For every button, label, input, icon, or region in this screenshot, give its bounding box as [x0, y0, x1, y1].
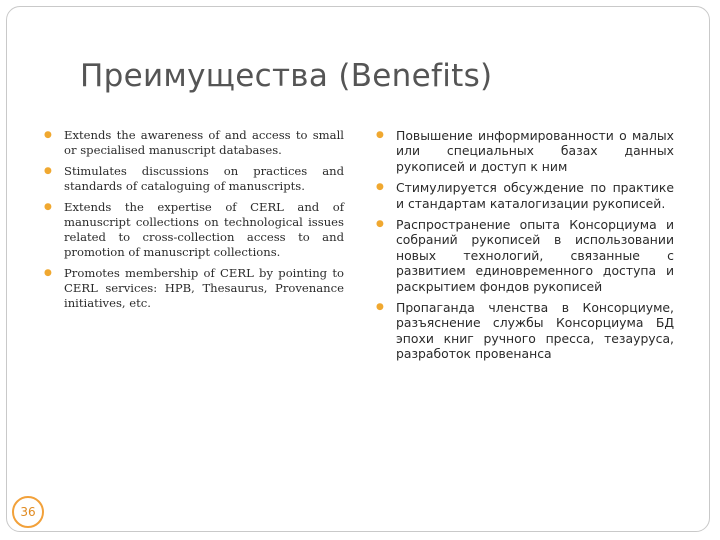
circle-bullet-icon: ●: [44, 202, 52, 212]
bullet-text: Повышение информированности о малых или специальных базах данных рукописей и доступ к ним: [396, 128, 674, 174]
bullet-text: Extends the awareness of and access to small or specialised manuscript databases.: [64, 128, 344, 157]
russian-bullet-list: [376, 128, 674, 368]
list-item: [44, 200, 344, 260]
circle-bullet-icon: ●: [376, 130, 384, 140]
circle-bullet-icon: ●: [376, 302, 384, 313]
bullet-text: Распространение опыта Консорциума и собраний рукописей в использовании новых технологий, связанные с развитием единовременного доступа и раскрытием фондов рукописей: [396, 217, 674, 294]
circle-bullet-icon: ●: [44, 166, 52, 176]
bullet-text: Стимулируется обсуждение по практике и стандартам каталогизации рукописей.: [396, 180, 674, 211]
bullet-text: Stimulates discussions on practices and standards of cataloguing of manuscripts.: [64, 164, 344, 193]
list-item: [376, 300, 674, 362]
list-item: [44, 164, 344, 194]
list-item: [44, 266, 344, 311]
slide-title: Преимущества (Benefits): [80, 58, 493, 94]
page-number-badge: 36: [12, 496, 44, 528]
list-item: [44, 128, 344, 158]
bullet-text: Extends the expertise of CERL and of manuscript collections on technological issues related to cross-collection access to and promotion of manuscript collections.: [64, 200, 344, 259]
circle-bullet-icon: ●: [376, 219, 384, 230]
list-item: [376, 128, 674, 174]
english-bullet-list: [44, 128, 344, 317]
list-item: [376, 180, 674, 211]
list-item: [376, 217, 674, 294]
circle-bullet-icon: ●: [376, 182, 384, 193]
circle-bullet-icon: ●: [44, 268, 52, 278]
circle-bullet-icon: ●: [44, 130, 52, 140]
bullet-text: Promotes membership of CERL by pointing to CERL services: HPB, Thesaurus, Provenance initiatives, etc.: [64, 266, 344, 310]
bullet-text: Пропаганда членства в Консорциуме, разъяснение службы Консорциума БД эпохи книг ручного пресса, тезауруса, разработок провенанса: [396, 300, 674, 362]
